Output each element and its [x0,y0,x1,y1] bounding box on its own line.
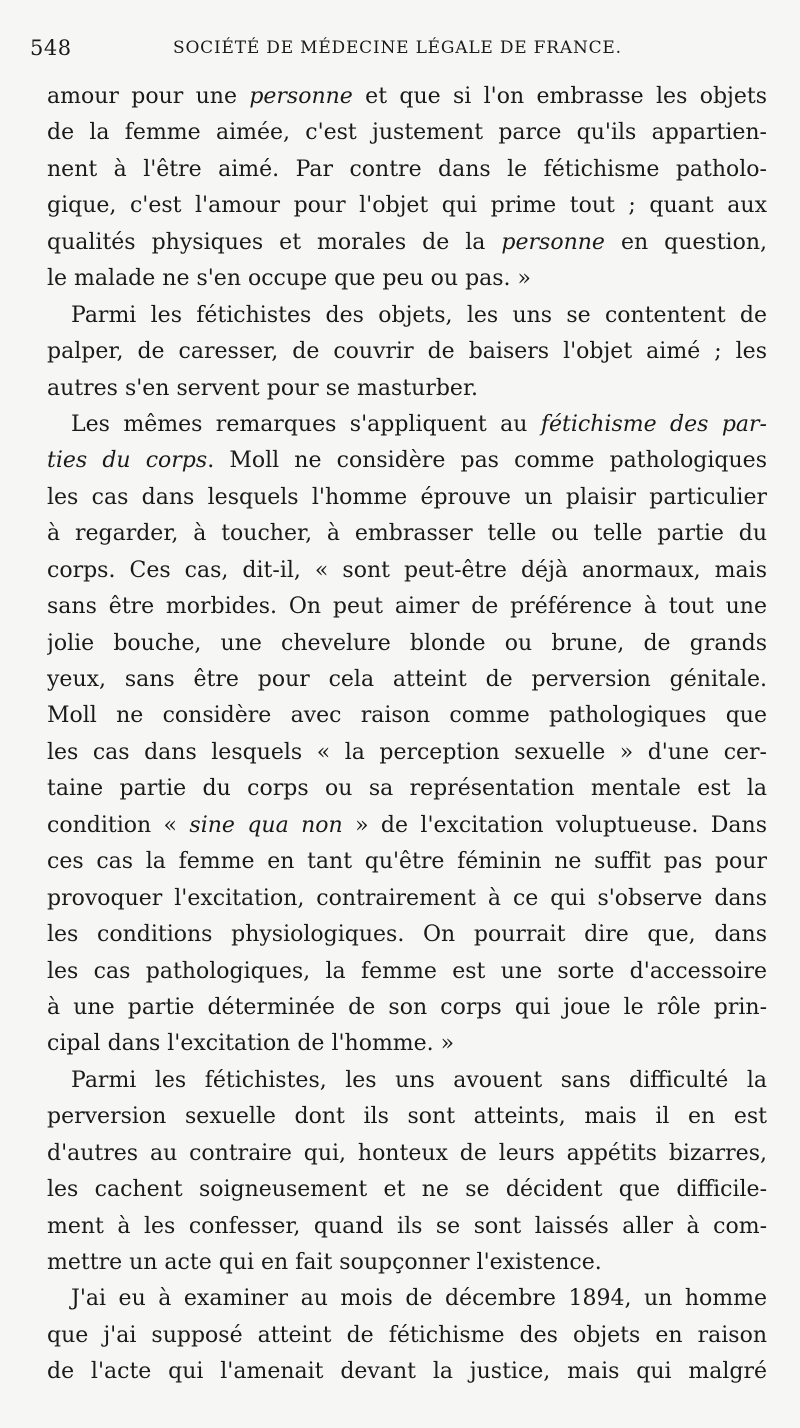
italic-phrase: ties du corps [47,448,208,474]
body-text [47,79,767,1391]
text-line: nent à l'être aimé. Par contre dans le fétichisme patholo- [47,156,767,182]
text-line: à une partie déterminée de son corps qui joue le rôle prin- [47,994,767,1020]
text-line: que j'ai supposé atteint de fétichisme des objets en raison [47,1322,767,1348]
running-head: SOCIÉTÉ DE MÉDECINE LÉGALE DE FRANCE. [173,38,622,58]
text-line: yeux, sans être pour cela atteint de perversion génitale. [47,667,767,692]
italic-phrase: personne [501,229,605,255]
text-line: Les mêmes remarques s'appliquent au fétichisme des par- [71,411,767,437]
text-line: J'ai eu à examiner au mois de décembre 1894, un homme [71,1286,767,1312]
text-line: sans être morbides. On peut aimer de préférence à tout une [47,594,767,620]
page-number: 548 [30,36,72,60]
text-line: les cas pathologiques, la femme est une sorte d'accessoire [47,958,767,984]
text-line: autres s'en servent pour se masturber. [47,375,479,401]
text-line: jolie bouche, une chevelure blonde ou brune, de grands [47,630,767,656]
text-line: mettre un acte qui en fait soupçonner l'existence. [47,1250,602,1275]
text-line: ces cas la femme en tant qu'être féminin ne suffit pas pour [47,849,767,875]
text-line: les conditions physiologiques. On pourrait dire que, dans [47,922,767,948]
italic-phrase: fétichisme des par- [540,411,767,437]
page-header [30,36,770,66]
text-line: ties du corps. Moll ne considère pas comme pathologiques [47,448,767,474]
text-line: perversion sexuelle dont ils sont atteints, mais il en est [47,1104,767,1130]
text-line: Parmi les fétichistes, les uns avouent sans difficulté la [71,1067,767,1093]
text-line: de l'acte qui l'amenait devant la justice, mais qui malgré [47,1359,767,1385]
text-line: ment à les confesser, quand ils se sont laissés aller à com- [47,1213,767,1239]
text-line: gique, c'est l'amour pour l'objet qui prime tout ; quant aux [47,193,767,219]
text-line: palper, de caresser, de couvrir de baisers l'objet aimé ; les [47,339,767,365]
text-line: qualités physiques et morales de la personne en question, [47,229,767,255]
text-line: amour pour une personne et que si l'on embrasse les objets [47,84,767,109]
text-line: les cachent soigneusement et ne se décident que difficile- [47,1177,767,1203]
text-line: d'autres au contraire qui, honteux de leurs appétits bizarres, [47,1140,767,1166]
text-line: taine partie du corps ou sa représentation mentale est la [47,776,767,802]
text-line: le malade ne s'en occupe que peu ou pas. » [47,266,531,292]
text-line: à regarder, à toucher, à embrasser telle ou telle partie du [47,521,767,547]
text-line: corps. Ces cas, dit-il, « sont peut-être déjà anormaux, mais [47,557,767,583]
text-line: les cas dans lesquels l'homme éprouve un plaisir particulier [47,484,767,510]
italic-phrase: personne [249,84,353,109]
text-line: condition « sine qua non » de l'excitation voluptueuse. Dans [47,812,767,838]
text-line: de la femme aimée, c'est justement parce qu'ils appartien- [47,120,767,146]
text-line: provoquer l'excitation, contrairement à ce qui s'observe dans [47,885,767,911]
text-line: Parmi les fétichistes des objets, les uns se contentent de [71,302,767,328]
text-line: les cas dans lesquels « la perception sexuelle » d'une cer- [47,739,767,765]
text-line: cipal dans l'excitation de l'homme. » [47,1031,455,1057]
text-line: Moll ne considère avec raison comme pathologiques que [47,703,767,729]
italic-phrase: sine qua non [189,812,343,838]
